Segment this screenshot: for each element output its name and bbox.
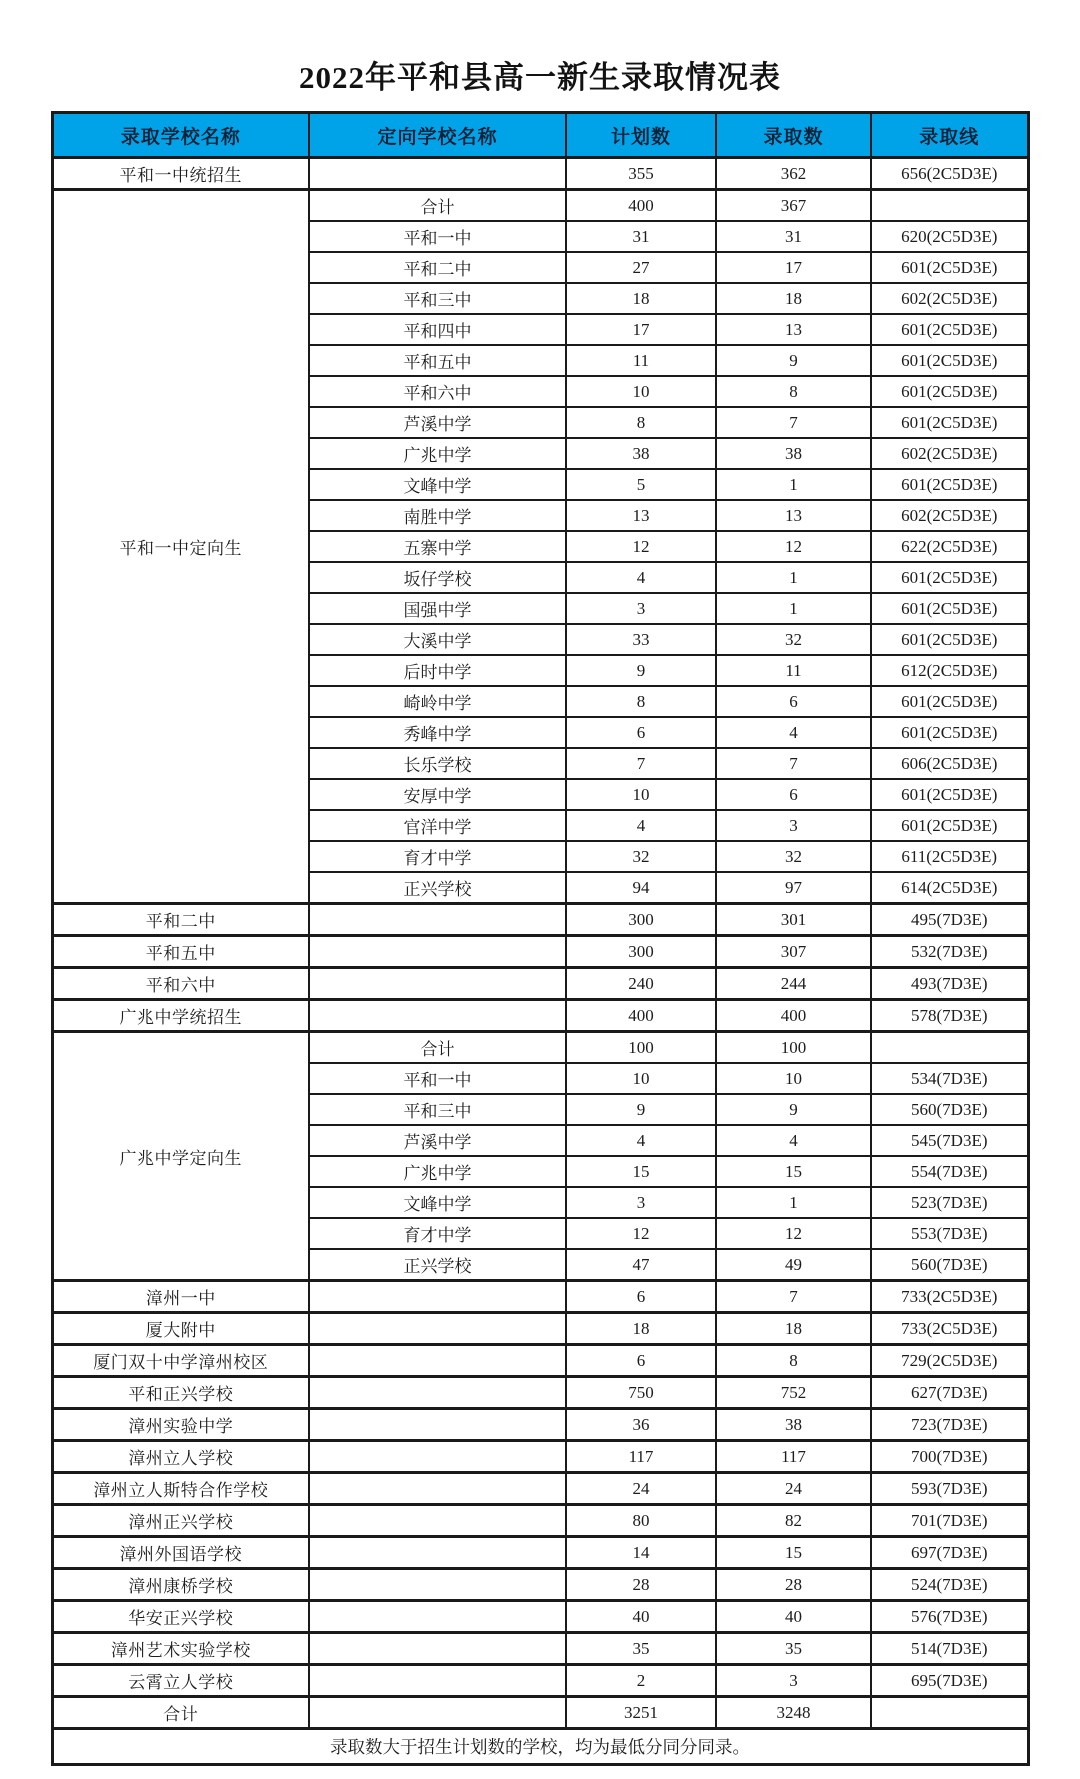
cutoff-line-cell: 602(2C5D3E) (871, 500, 1028, 531)
admitted-count-cell: 31 (716, 221, 871, 252)
plan-count-cell: 3 (566, 593, 716, 624)
cutoff-line-cell (871, 1032, 1028, 1064)
admitted-count-cell: 97 (716, 872, 871, 904)
cutoff-line-cell: 493(7D3E) (871, 968, 1028, 1000)
table-row (52, 1345, 1028, 1377)
admitted-count-cell: 12 (716, 531, 871, 562)
cutoff-line-cell: 602(2C5D3E) (871, 438, 1028, 469)
directed-school-cell: 平和三中 (309, 283, 566, 314)
cutoff-line-cell: 606(2C5D3E) (871, 748, 1028, 779)
directed-school-cell (309, 1409, 566, 1441)
admitted-count-cell: 6 (716, 779, 871, 810)
cutoff-line-cell: 723(7D3E) (871, 1409, 1028, 1441)
cutoff-line-cell: 560(7D3E) (871, 1249, 1028, 1281)
directed-school-cell (309, 904, 566, 936)
table-row (52, 1281, 1028, 1313)
directed-school-cell: 坂仔学校 (309, 562, 566, 593)
directed-school-cell (309, 1633, 566, 1665)
cutoff-line-cell: 601(2C5D3E) (871, 562, 1028, 593)
admitted-count-cell: 9 (716, 1094, 871, 1125)
admitted-count-cell: 362 (716, 158, 871, 190)
table-row (52, 1569, 1028, 1601)
directed-school-cell: 南胜中学 (309, 500, 566, 531)
plan-count-cell: 32 (566, 841, 716, 872)
cutoff-line-cell: 622(2C5D3E) (871, 531, 1028, 562)
plan-count-cell: 100 (566, 1032, 716, 1064)
cutoff-line-cell: 578(7D3E) (871, 1000, 1028, 1032)
plan-count-cell: 17 (566, 314, 716, 345)
directed-school-cell: 平和六中 (309, 376, 566, 407)
cutoff-line-cell: 611(2C5D3E) (871, 841, 1028, 872)
directed-school-cell: 平和三中 (309, 1094, 566, 1125)
school-name-cell: 漳州一中 (52, 1281, 309, 1313)
cutoff-line-cell: 593(7D3E) (871, 1473, 1028, 1505)
plan-count-cell: 14 (566, 1537, 716, 1569)
cutoff-line-cell (871, 1697, 1028, 1729)
table-row (52, 1505, 1028, 1537)
admitted-count-cell: 117 (716, 1441, 871, 1473)
admitted-count-cell: 15 (716, 1156, 871, 1187)
admitted-count-cell: 49 (716, 1249, 871, 1281)
cutoff-line-cell: 602(2C5D3E) (871, 283, 1028, 314)
table-row (52, 1377, 1028, 1409)
cutoff-line-cell: 620(2C5D3E) (871, 221, 1028, 252)
cutoff-line-cell: 523(7D3E) (871, 1187, 1028, 1218)
cutoff-line-cell: 524(7D3E) (871, 1569, 1028, 1601)
school-name-cell: 漳州正兴学校 (52, 1505, 309, 1537)
col-header-directed-school: 定向学校名称 (309, 113, 566, 158)
plan-count-cell: 6 (566, 1281, 716, 1313)
directed-school-cell: 芦溪中学 (309, 1125, 566, 1156)
directed-school-cell: 文峰中学 (309, 469, 566, 500)
plan-count-cell: 400 (566, 1000, 716, 1032)
plan-count-cell: 47 (566, 1249, 716, 1281)
admitted-count-cell: 6 (716, 686, 871, 717)
school-name-cell: 漳州康桥学校 (52, 1569, 309, 1601)
table-row (52, 1409, 1028, 1441)
plan-count-cell: 355 (566, 158, 716, 190)
col-header-admitted-count: 录取数 (716, 113, 871, 158)
admitted-count-cell: 7 (716, 748, 871, 779)
directed-school-cell: 文峰中学 (309, 1187, 566, 1218)
directed-school-cell (309, 1697, 566, 1729)
cutoff-line-cell: 695(7D3E) (871, 1665, 1028, 1697)
plan-count-cell: 2 (566, 1665, 716, 1697)
admitted-count-cell: 35 (716, 1633, 871, 1665)
plan-count-cell: 8 (566, 407, 716, 438)
cutoff-line-cell: 601(2C5D3E) (871, 593, 1028, 624)
table-row (52, 1665, 1028, 1697)
cutoff-line-cell: 614(2C5D3E) (871, 872, 1028, 904)
plan-count-cell: 117 (566, 1441, 716, 1473)
cutoff-line-cell: 576(7D3E) (871, 1601, 1028, 1633)
admitted-count-cell: 18 (716, 1313, 871, 1345)
cutoff-line-cell: 601(2C5D3E) (871, 686, 1028, 717)
admitted-count-cell: 3248 (716, 1697, 871, 1729)
admitted-count-cell: 82 (716, 1505, 871, 1537)
admitted-count-cell: 24 (716, 1473, 871, 1505)
admitted-count-cell: 17 (716, 252, 871, 283)
plan-count-cell: 4 (566, 562, 716, 593)
directed-school-cell: 芦溪中学 (309, 407, 566, 438)
page-title: 2022年平和县高一新生录取情况表 (299, 60, 781, 95)
admitted-count-cell: 1 (716, 1187, 871, 1218)
plan-count-cell: 10 (566, 1063, 716, 1094)
directed-school-cell (309, 1473, 566, 1505)
school-name-cell: 云霄立人学校 (52, 1665, 309, 1697)
admitted-count-cell: 1 (716, 469, 871, 500)
plan-count-cell: 7 (566, 748, 716, 779)
directed-school-cell: 正兴学校 (309, 1249, 566, 1281)
directed-school-cell: 广兆中学 (309, 438, 566, 469)
cutoff-line-cell: 733(2C5D3E) (871, 1313, 1028, 1345)
directed-school-cell: 五寨中学 (309, 531, 566, 562)
table-row (52, 1601, 1028, 1633)
directed-school-cell: 合计 (309, 1032, 566, 1064)
directed-school-cell: 平和五中 (309, 345, 566, 376)
directed-school-cell (309, 1441, 566, 1473)
admitted-count-cell: 100 (716, 1032, 871, 1064)
plan-count-cell: 4 (566, 1125, 716, 1156)
cutoff-line-cell: 701(7D3E) (871, 1505, 1028, 1537)
col-header-admitting-school: 录取学校名称 (52, 113, 309, 158)
directed-school-cell (309, 1345, 566, 1377)
school-name-cell: 华安正兴学校 (52, 1601, 309, 1633)
plan-count-cell: 400 (566, 190, 716, 222)
cutoff-line-cell: 601(2C5D3E) (871, 314, 1028, 345)
directed-school-cell (309, 1505, 566, 1537)
directed-school-cell: 后时中学 (309, 655, 566, 686)
cutoff-line-cell: 612(2C5D3E) (871, 655, 1028, 686)
cutoff-line-cell: 554(7D3E) (871, 1156, 1028, 1187)
admitted-count-cell: 8 (716, 376, 871, 407)
header-row (52, 113, 1028, 158)
plan-count-cell: 5 (566, 469, 716, 500)
cutoff-line-cell: 601(2C5D3E) (871, 376, 1028, 407)
directed-school-cell: 平和一中 (309, 221, 566, 252)
cutoff-line-cell: 601(2C5D3E) (871, 810, 1028, 841)
plan-count-cell: 24 (566, 1473, 716, 1505)
cutoff-line-cell: 733(2C5D3E) (871, 1281, 1028, 1313)
plan-count-cell: 3251 (566, 1697, 716, 1729)
admitted-count-cell: 3 (716, 1665, 871, 1697)
plan-count-cell: 300 (566, 936, 716, 968)
directed-school-cell: 平和二中 (309, 252, 566, 283)
plan-count-cell: 240 (566, 968, 716, 1000)
admitted-count-cell: 3 (716, 810, 871, 841)
school-name-cell: 平和六中 (52, 968, 309, 1000)
admitted-count-cell: 40 (716, 1601, 871, 1633)
school-name-cell: 广兆中学定向生 (52, 1032, 309, 1281)
directed-school-cell: 合计 (309, 190, 566, 222)
admitted-count-cell: 4 (716, 1125, 871, 1156)
cutoff-line-cell: 553(7D3E) (871, 1218, 1028, 1249)
directed-school-cell (309, 1569, 566, 1601)
admitted-count-cell: 367 (716, 190, 871, 222)
plan-count-cell: 40 (566, 1601, 716, 1633)
admitted-count-cell: 28 (716, 1569, 871, 1601)
school-name-cell: 漳州艺术实验学校 (52, 1633, 309, 1665)
school-name-cell: 漳州立人学校 (52, 1441, 309, 1473)
cutoff-line-cell: 601(2C5D3E) (871, 779, 1028, 810)
admitted-count-cell: 9 (716, 345, 871, 376)
directed-school-cell: 育才中学 (309, 841, 566, 872)
table-body (52, 158, 1028, 1765)
table-row (52, 1473, 1028, 1505)
school-name-cell: 漳州实验中学 (52, 1409, 309, 1441)
table-row (52, 158, 1028, 190)
school-name-cell: 广兆中学统招生 (52, 1000, 309, 1032)
admitted-count-cell: 752 (716, 1377, 871, 1409)
plan-count-cell: 28 (566, 1569, 716, 1601)
cutoff-line-cell: 601(2C5D3E) (871, 717, 1028, 748)
directed-school-cell: 安厚中学 (309, 779, 566, 810)
table-row (52, 1633, 1028, 1665)
directed-school-cell: 正兴学校 (309, 872, 566, 904)
school-name-cell: 漳州外国语学校 (52, 1537, 309, 1569)
admitted-count-cell: 18 (716, 283, 871, 314)
admitted-count-cell: 8 (716, 1345, 871, 1377)
directed-school-cell (309, 1601, 566, 1633)
plan-count-cell: 11 (566, 345, 716, 376)
footer-note-row (52, 1729, 1028, 1765)
admitted-count-cell: 12 (716, 1218, 871, 1249)
col-header-cutoff-line: 录取线 (871, 113, 1028, 158)
plan-count-cell: 13 (566, 500, 716, 531)
table-row (52, 904, 1028, 936)
plan-count-cell: 9 (566, 1094, 716, 1125)
directed-school-cell (309, 1313, 566, 1345)
table-row (52, 968, 1028, 1000)
table-row (52, 1000, 1028, 1032)
directed-school-cell (309, 1537, 566, 1569)
plan-count-cell: 80 (566, 1505, 716, 1537)
school-name-cell: 平和五中 (52, 936, 309, 968)
table-row (52, 1441, 1028, 1473)
directed-school-cell (309, 936, 566, 968)
admitted-count-cell: 7 (716, 1281, 871, 1313)
plan-count-cell: 18 (566, 1313, 716, 1345)
directed-school-cell: 育才中学 (309, 1218, 566, 1249)
plan-count-cell: 18 (566, 283, 716, 314)
table-row (52, 1537, 1028, 1569)
plan-count-cell: 9 (566, 655, 716, 686)
directed-school-cell (309, 1000, 566, 1032)
admitted-count-cell: 32 (716, 624, 871, 655)
plan-count-cell: 300 (566, 904, 716, 936)
admitted-count-cell: 38 (716, 1409, 871, 1441)
plan-count-cell: 8 (566, 686, 716, 717)
plan-count-cell: 94 (566, 872, 716, 904)
plan-count-cell: 3 (566, 1187, 716, 1218)
admission-table (51, 111, 1030, 1766)
directed-school-cell (309, 1377, 566, 1409)
directed-school-cell (309, 968, 566, 1000)
school-name-cell: 漳州立人斯特合作学校 (52, 1473, 309, 1505)
directed-school-cell: 崎岭中学 (309, 686, 566, 717)
plan-count-cell: 750 (566, 1377, 716, 1409)
cutoff-line-cell: 601(2C5D3E) (871, 252, 1028, 283)
plan-count-cell: 6 (566, 717, 716, 748)
plan-count-cell: 10 (566, 376, 716, 407)
admitted-count-cell: 4 (716, 717, 871, 748)
table-row (52, 190, 1028, 222)
admitted-count-cell: 15 (716, 1537, 871, 1569)
admitted-count-cell: 7 (716, 407, 871, 438)
school-name-cell: 厦门双十中学漳州校区 (52, 1345, 309, 1377)
directed-school-cell (309, 1665, 566, 1697)
cutoff-line-cell: 534(7D3E) (871, 1063, 1028, 1094)
admitted-count-cell: 32 (716, 841, 871, 872)
cutoff-line-cell: 560(7D3E) (871, 1094, 1028, 1125)
directed-school-cell: 大溪中学 (309, 624, 566, 655)
admitted-count-cell: 400 (716, 1000, 871, 1032)
school-name-cell: 合计 (52, 1697, 309, 1729)
admitted-count-cell: 11 (716, 655, 871, 686)
cutoff-line-cell: 601(2C5D3E) (871, 407, 1028, 438)
cutoff-line-cell: 627(7D3E) (871, 1377, 1028, 1409)
plan-count-cell: 36 (566, 1409, 716, 1441)
school-name-cell: 平和一中定向生 (52, 190, 309, 904)
cutoff-line-cell: 545(7D3E) (871, 1125, 1028, 1156)
plan-count-cell: 31 (566, 221, 716, 252)
table-row (52, 1697, 1028, 1729)
directed-school-cell: 国强中学 (309, 593, 566, 624)
plan-count-cell: 10 (566, 779, 716, 810)
col-header-plan-count: 计划数 (566, 113, 716, 158)
cutoff-line-cell: 514(7D3E) (871, 1633, 1028, 1665)
plan-count-cell: 33 (566, 624, 716, 655)
directed-school-cell (309, 158, 566, 190)
cutoff-line-cell: 601(2C5D3E) (871, 469, 1028, 500)
cutoff-line-cell: 656(2C5D3E) (871, 158, 1028, 190)
admitted-count-cell: 244 (716, 968, 871, 1000)
cutoff-line-cell: 700(7D3E) (871, 1441, 1028, 1473)
table-row (52, 1032, 1028, 1064)
plan-count-cell: 38 (566, 438, 716, 469)
cutoff-line-cell: 729(2C5D3E) (871, 1345, 1028, 1377)
directed-school-cell: 平和四中 (309, 314, 566, 345)
plan-count-cell: 35 (566, 1633, 716, 1665)
school-name-cell: 平和一中统招生 (52, 158, 309, 190)
directed-school-cell: 长乐学校 (309, 748, 566, 779)
cutoff-line-cell: 697(7D3E) (871, 1537, 1028, 1569)
cutoff-line-cell: 495(7D3E) (871, 904, 1028, 936)
footer-note: 录取数大于招生计划数的学校，均为最低分同分同录。 (52, 1729, 1028, 1765)
plan-count-cell: 6 (566, 1345, 716, 1377)
directed-school-cell: 官洋中学 (309, 810, 566, 841)
plan-count-cell: 15 (566, 1156, 716, 1187)
table-header (52, 113, 1028, 158)
cutoff-line-cell: 601(2C5D3E) (871, 624, 1028, 655)
admitted-count-cell: 38 (716, 438, 871, 469)
table-row (52, 936, 1028, 968)
directed-school-cell: 平和一中 (309, 1063, 566, 1094)
admitted-count-cell: 13 (716, 500, 871, 531)
school-name-cell: 平和二中 (52, 904, 309, 936)
admitted-count-cell: 1 (716, 593, 871, 624)
admitted-count-cell: 10 (716, 1063, 871, 1094)
cutoff-line-cell (871, 190, 1028, 222)
cutoff-line-cell: 601(2C5D3E) (871, 345, 1028, 376)
plan-count-cell: 27 (566, 252, 716, 283)
plan-count-cell: 12 (566, 531, 716, 562)
admitted-count-cell: 13 (716, 314, 871, 345)
plan-count-cell: 4 (566, 810, 716, 841)
school-name-cell: 平和正兴学校 (52, 1377, 309, 1409)
directed-school-cell: 秀峰中学 (309, 717, 566, 748)
table-row (52, 1313, 1028, 1345)
school-name-cell: 厦大附中 (52, 1313, 309, 1345)
admitted-count-cell: 307 (716, 936, 871, 968)
plan-count-cell: 12 (566, 1218, 716, 1249)
directed-school-cell: 广兆中学 (309, 1156, 566, 1187)
cutoff-line-cell: 532(7D3E) (871, 936, 1028, 968)
admitted-count-cell: 1 (716, 562, 871, 593)
directed-school-cell (309, 1281, 566, 1313)
admitted-count-cell: 301 (716, 904, 871, 936)
